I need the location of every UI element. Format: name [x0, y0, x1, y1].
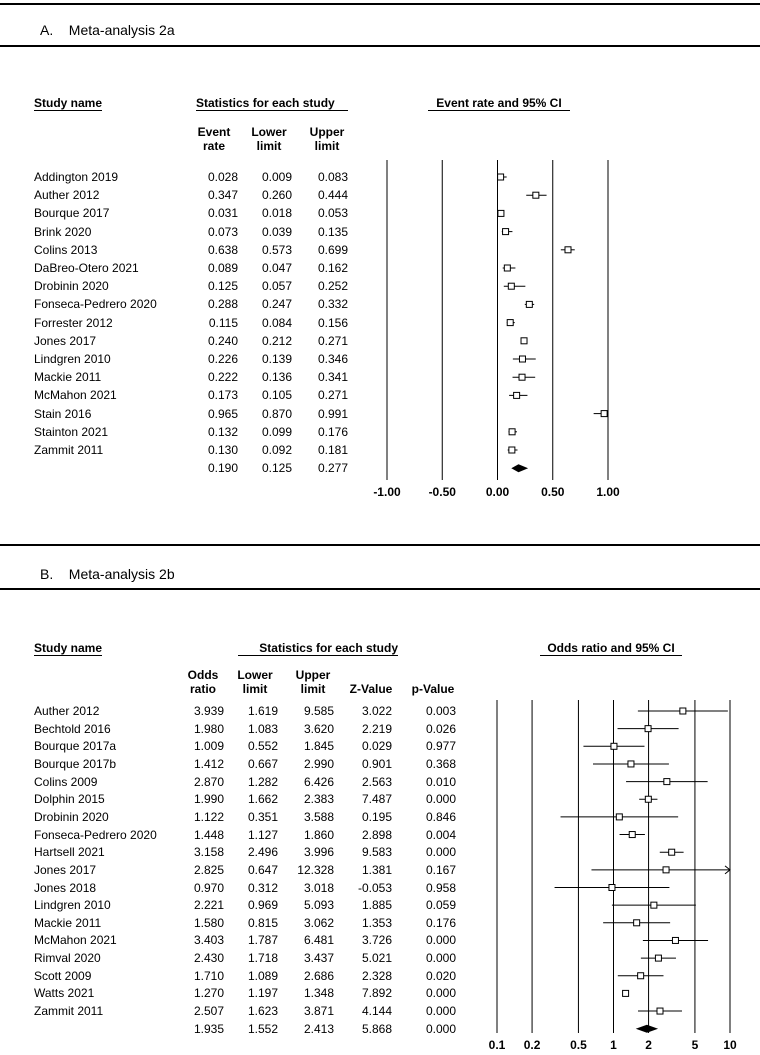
point-estimate [601, 411, 607, 417]
study-name: Fonseca-Pedrero 2020 [34, 827, 157, 842]
odds-ratio-value: 1.710 [193, 968, 224, 983]
z-value: 4.144 [361, 1004, 392, 1019]
x-tick-label: -0.50 [428, 485, 456, 499]
summary-diamond [636, 1025, 658, 1033]
lower-limit-value: 1.089 [247, 968, 278, 983]
p-value: 0.958 [425, 880, 456, 895]
odds-ratio-value: 3.403 [193, 933, 224, 948]
point-estimate [672, 937, 678, 943]
event-rate-value: 0.347 [207, 188, 238, 203]
study-name: Zammit 2011 [34, 443, 104, 457]
point-estimate [498, 210, 504, 216]
point-estimate [533, 192, 539, 198]
p-value: 0.020 [425, 968, 456, 983]
z-value: 0.029 [361, 739, 392, 754]
lower-limit-value: 1.083 [247, 721, 278, 736]
x-tick-label: -1.00 [373, 485, 401, 499]
point-estimate [521, 338, 527, 344]
odds-ratio-value: 1.990 [193, 792, 224, 807]
point-estimate [504, 265, 510, 271]
study-name: Mackie 2011 [34, 915, 102, 930]
point-estimate [565, 247, 571, 253]
point-estimate [509, 447, 515, 453]
p-value: 0.000 [425, 845, 456, 860]
odds-ratio-value: 3.158 [193, 845, 224, 860]
z-value: 5.021 [361, 951, 392, 966]
study-name: Bourque 2017a [34, 739, 117, 754]
upper-limit-value: 0.156 [317, 315, 348, 330]
upper-limit-value: 0.135 [317, 224, 348, 239]
z-value: 2.219 [361, 721, 392, 736]
upper-limit-value: 3.871 [303, 1004, 334, 1019]
summary-lower-limit: 1.552 [247, 1021, 278, 1036]
upper-limit-value: 6.481 [303, 933, 334, 948]
p-value: 0.000 [425, 986, 456, 1001]
panel-b-header-plot: Odds ratio and 95% CI [540, 641, 682, 656]
summary-diamond [511, 464, 528, 472]
panel-a-title: A. Meta-analysis 2a [40, 22, 175, 38]
z-value: 2.898 [361, 827, 392, 842]
z-value: 7.892 [361, 986, 392, 1001]
upper-limit-value: 2.383 [303, 792, 334, 807]
study-name: Jones 2017 [34, 862, 97, 877]
study-name: Colins 2009 [34, 774, 98, 789]
point-estimate [680, 708, 686, 714]
panel-b-col-z: Z-Value [349, 682, 393, 696]
upper-limit-value: 1.348 [303, 986, 334, 1001]
point-estimate [657, 1008, 663, 1014]
upper-limit-value: 0.271 [317, 333, 348, 348]
upper-limit-value: 3.062 [303, 915, 334, 930]
upper-limit-value: 0.252 [317, 279, 348, 294]
lower-limit-value: 0.260 [261, 188, 292, 203]
z-value: 2.563 [361, 774, 392, 789]
x-tick-label: 2 [645, 1038, 652, 1052]
panel-b-col-lower: Lower limit [237, 668, 273, 696]
study-name: Scott 2009 [34, 968, 92, 983]
upper-limit-value: 0.162 [317, 261, 348, 275]
study-name: Hartsell 2021 [34, 845, 105, 860]
x-tick-label: 5 [691, 1038, 699, 1052]
study-name: Brink 2020 [34, 224, 92, 239]
study-name: Jones 2018 [34, 880, 97, 895]
study-name: Bourque 2017 [34, 206, 110, 221]
study-name: Watts 2021 [34, 986, 95, 1001]
p-value: 0.846 [425, 809, 456, 824]
study-name: Stainton 2021 [34, 424, 109, 439]
point-estimate [509, 429, 515, 435]
p-value: 0.000 [425, 933, 456, 948]
point-estimate [664, 779, 670, 785]
event-rate-value: 0.240 [207, 333, 238, 348]
lower-limit-value: 0.870 [261, 406, 292, 421]
p-value: 0.000 [425, 1004, 456, 1019]
upper-limit-value: 2.990 [303, 756, 334, 771]
point-estimate [651, 902, 657, 908]
event-rate-value: 0.132 [207, 424, 238, 439]
upper-limit-value: 0.083 [317, 170, 348, 184]
lower-limit-value: 0.815 [247, 915, 278, 930]
summary-upper-limit: 0.277 [317, 461, 348, 476]
lower-limit-value: 0.092 [261, 443, 292, 457]
odds-ratio-value: 1.580 [193, 915, 224, 930]
panel-b-title: B. Meta-analysis 2b [40, 566, 175, 582]
p-value: 0.368 [425, 756, 456, 771]
point-estimate [611, 743, 617, 749]
study-name: Colins 2013 [34, 242, 98, 257]
event-rate-value: 0.130 [207, 443, 238, 457]
summary-upper-limit: 2.413 [303, 1021, 334, 1036]
p-value: 0.059 [425, 898, 456, 913]
p-value: 0.004 [425, 827, 456, 842]
odds-ratio-value: 3.939 [193, 704, 224, 718]
odds-ratio-value: 1.412 [193, 756, 224, 771]
lower-limit-value: 2.496 [247, 845, 278, 860]
x-tick-label: 10 [723, 1038, 737, 1052]
upper-limit-value: 3.437 [303, 951, 334, 966]
upper-limit-value: 0.181 [317, 443, 348, 457]
lower-limit-value: 0.312 [247, 880, 278, 895]
study-name: McMahon 2021 [34, 933, 117, 948]
lower-limit-value: 0.969 [247, 898, 278, 913]
lower-limit-value: 0.099 [261, 424, 292, 439]
lower-limit-value: 1.623 [247, 1004, 278, 1019]
p-value: 0.000 [425, 792, 456, 807]
event-rate-value: 0.125 [207, 279, 238, 294]
summary-odds-ratio: 1.935 [193, 1021, 224, 1036]
lower-limit-value: 1.197 [247, 986, 278, 1001]
odds-ratio-value: 1.122 [193, 809, 224, 824]
point-estimate [623, 990, 629, 996]
panel-b-col-upper: Upper limit [295, 668, 331, 696]
study-name: Stain 2016 [34, 406, 92, 421]
lower-limit-value: 0.573 [261, 242, 292, 257]
panel-a-col-upper: Upper limit [309, 125, 345, 153]
point-estimate [507, 320, 513, 326]
point-estimate [663, 867, 669, 873]
x-tick-label: 0.2 [523, 1038, 541, 1052]
study-name: Lindgren 2010 [34, 898, 111, 913]
lower-limit-value: 0.351 [247, 809, 278, 824]
odds-ratio-value: 0.970 [193, 880, 224, 895]
upper-limit-value: 0.991 [317, 406, 348, 421]
z-value: 1.353 [361, 915, 392, 930]
z-value: 0.901 [361, 756, 392, 771]
summary-lower-limit: 0.125 [261, 461, 292, 476]
upper-limit-value: 0.332 [317, 297, 348, 312]
event-rate-value: 0.226 [207, 352, 238, 366]
event-rate-value: 0.288 [207, 297, 238, 312]
upper-limit-value: 5.093 [303, 898, 334, 913]
study-name: Addington 2019 [34, 170, 119, 184]
study-name: Auther 2012 [34, 188, 100, 203]
z-value: 2.328 [361, 968, 392, 983]
summary-p-value: 0.000 [425, 1021, 456, 1036]
lower-limit-value: 1.662 [247, 792, 278, 807]
panel-b-col-p: p-Value [411, 682, 455, 696]
upper-limit-value: 1.860 [303, 827, 334, 842]
lower-limit-value: 0.647 [247, 862, 278, 877]
lower-limit-value: 0.667 [247, 756, 278, 771]
upper-limit-value: 0.341 [317, 370, 348, 385]
upper-limit-value: 0.271 [317, 388, 348, 403]
upper-limit-value: 2.686 [303, 968, 334, 983]
point-estimate [526, 301, 532, 307]
study-name: Drobinin 2020 [34, 279, 109, 294]
panel-a-col-event: Event rate [197, 125, 231, 153]
z-value: 9.583 [361, 845, 392, 860]
x-tick-label: 0.00 [485, 485, 510, 499]
summary-event-rate: 0.190 [207, 461, 238, 476]
upper-limit-value: 0.053 [317, 206, 348, 221]
point-estimate [503, 229, 509, 235]
upper-limit-value: 3.996 [303, 845, 334, 860]
lower-limit-value: 0.552 [247, 739, 278, 754]
panel-b-header-stats: Statistics for each study [238, 641, 398, 656]
lower-limit-value: 0.084 [261, 315, 292, 330]
point-estimate [519, 374, 525, 380]
upper-limit-value: 3.588 [303, 809, 334, 824]
point-estimate [616, 814, 622, 820]
p-value: 0.003 [425, 704, 456, 718]
point-estimate [609, 885, 615, 891]
upper-limit-value: 12.328 [297, 862, 334, 877]
lower-limit-value: 1.619 [247, 704, 278, 718]
point-estimate [669, 849, 675, 855]
odds-ratio-value: 2.870 [193, 774, 224, 789]
z-value: 1.381 [361, 862, 392, 877]
lower-limit-value: 0.212 [261, 333, 292, 348]
x-tick-label: 0.1 [488, 1038, 506, 1052]
odds-ratio-value: 1.009 [193, 739, 224, 754]
lower-limit-value: 1.127 [247, 827, 278, 842]
p-value: 0.176 [425, 915, 456, 930]
p-value: 0.026 [425, 721, 456, 736]
odds-ratio-value: 2.221 [193, 898, 224, 913]
study-name: Fonseca-Pedrero 2020 [34, 297, 157, 312]
point-estimate [634, 920, 640, 926]
p-value: 0.000 [425, 951, 456, 966]
event-rate-value: 0.222 [207, 370, 238, 385]
point-estimate [629, 832, 635, 838]
study-name: Mackie 2011 [34, 370, 102, 385]
study-name: DaBreo-Otero 2021 [34, 261, 139, 275]
panel-a-header-study: Study name [34, 96, 103, 110]
study-name: Zammit 2011 [34, 1004, 104, 1019]
study-name: Rimval 2020 [34, 951, 101, 966]
summary-z-value: 5.868 [361, 1021, 392, 1036]
study-name: Lindgren 2010 [34, 352, 111, 366]
z-value: -0.053 [357, 880, 392, 895]
odds-ratio-value: 1.448 [193, 827, 224, 842]
lower-limit-value: 0.136 [261, 370, 292, 385]
study-name: Bourque 2017b [34, 756, 117, 771]
event-rate-value: 0.031 [207, 206, 238, 221]
upper-limit-value: 0.176 [317, 424, 348, 439]
event-rate-value: 0.073 [207, 224, 238, 239]
upper-limit-value: 9.585 [303, 704, 334, 718]
panel-b-header-study: Study name [34, 641, 103, 655]
p-value: 0.977 [425, 739, 456, 754]
point-estimate [519, 356, 525, 362]
upper-limit-value: 3.620 [303, 721, 334, 736]
lower-limit-value: 0.018 [261, 206, 292, 221]
lower-limit-value: 0.247 [261, 297, 292, 312]
lower-limit-value: 0.047 [261, 261, 292, 275]
point-estimate [514, 392, 520, 398]
lower-limit-value: 0.057 [261, 279, 292, 294]
panel-a-header-plot: Event rate and 95% CI [428, 96, 570, 111]
point-estimate [508, 283, 514, 289]
p-value: 0.167 [425, 862, 456, 877]
x-tick-label: 1 [610, 1038, 617, 1052]
odds-ratio-value: 1.980 [193, 721, 224, 736]
point-estimate [638, 973, 644, 979]
upper-limit-value: 6.426 [303, 774, 334, 789]
event-rate-value: 0.638 [207, 242, 238, 257]
z-value: 3.726 [361, 933, 392, 948]
point-estimate [628, 761, 634, 767]
panel-a-header-stats: Statistics for each study [196, 96, 348, 111]
z-value: 1.885 [361, 898, 392, 913]
lower-limit-value: 0.139 [261, 352, 292, 366]
lower-limit-value: 0.105 [261, 388, 292, 403]
panel-a-col-lower: Lower limit [251, 125, 287, 153]
lower-limit-value: 1.282 [247, 774, 278, 789]
study-name: Auther 2012 [34, 704, 100, 718]
upper-limit-value: 0.346 [317, 352, 348, 366]
point-estimate [645, 796, 651, 802]
odds-ratio-value: 1.270 [193, 986, 224, 1001]
p-value: 0.010 [425, 774, 456, 789]
event-rate-value: 0.028 [207, 170, 238, 184]
lower-limit-value: 1.787 [247, 933, 278, 948]
odds-ratio-value: 2.430 [193, 951, 224, 966]
study-name: Bechtold 2016 [34, 721, 111, 736]
event-rate-value: 0.115 [208, 315, 238, 330]
lower-limit-value: 0.039 [261, 224, 292, 239]
panel-b-col-odds: Odds ratio [187, 668, 219, 696]
study-name: Drobinin 2020 [34, 809, 109, 824]
odds-ratio-value: 2.825 [193, 862, 224, 877]
x-tick-label: 1.00 [596, 485, 620, 499]
point-estimate [645, 726, 651, 732]
study-name: Forrester 2012 [34, 315, 113, 330]
upper-limit-value: 3.018 [303, 880, 334, 895]
upper-limit-value: 0.444 [317, 188, 348, 203]
study-name: Jones 2017 [34, 333, 97, 348]
upper-limit-value: 1.845 [303, 739, 334, 754]
event-rate-value: 0.965 [207, 406, 238, 421]
z-value: 3.022 [361, 704, 392, 718]
upper-limit-value: 0.699 [317, 242, 348, 257]
event-rate-value: 0.089 [207, 261, 238, 275]
z-value: 0.195 [361, 809, 392, 824]
x-tick-label: 0.5 [570, 1038, 587, 1052]
study-name: McMahon 2021 [34, 388, 117, 403]
study-name: Dolphin 2015 [34, 792, 105, 807]
point-estimate [655, 955, 661, 961]
z-value: 7.487 [361, 792, 392, 807]
lower-limit-value: 1.718 [247, 951, 278, 966]
event-rate-value: 0.173 [207, 388, 238, 403]
odds-ratio-value: 2.507 [193, 1004, 224, 1019]
point-estimate [498, 174, 504, 180]
x-tick-label: 0.50 [541, 485, 565, 499]
lower-limit-value: 0.009 [261, 170, 292, 184]
